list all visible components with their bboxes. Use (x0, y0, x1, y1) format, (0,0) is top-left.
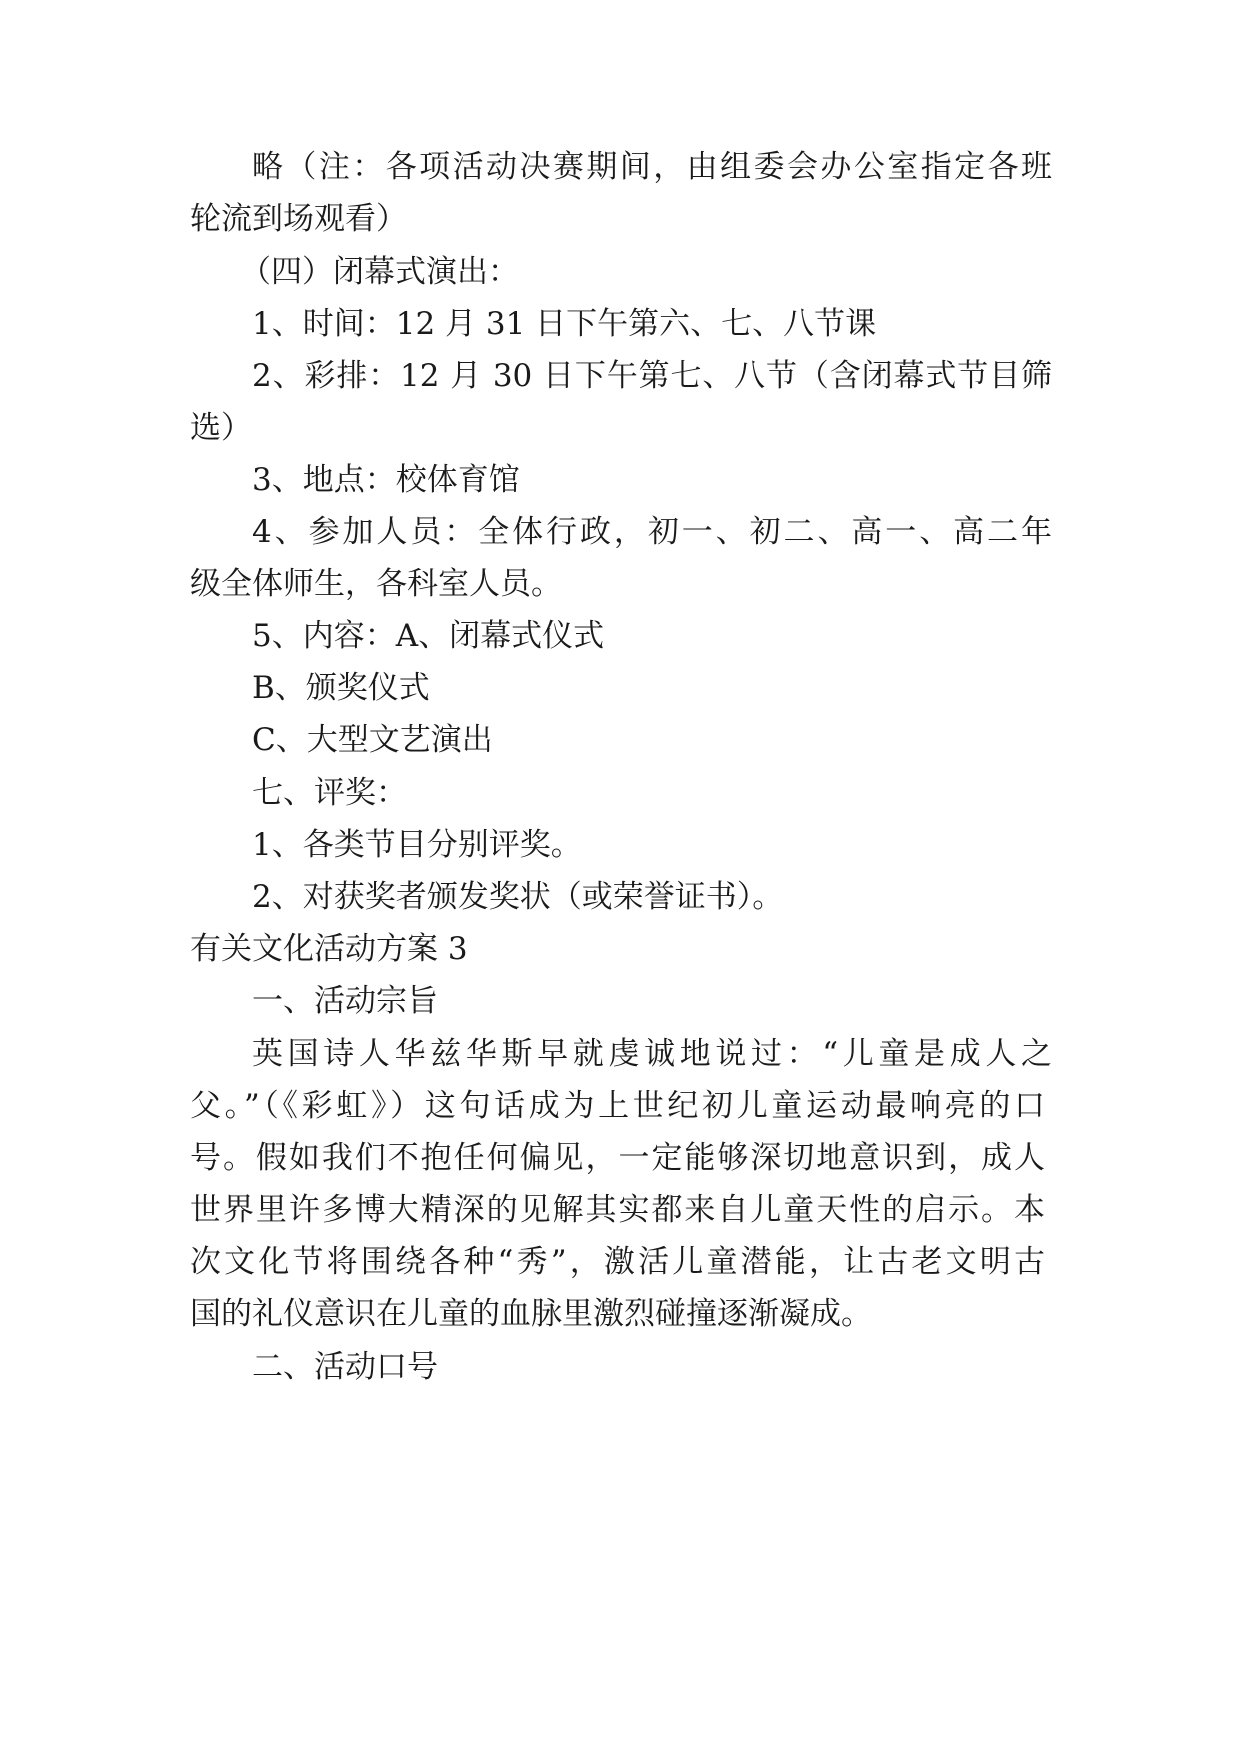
paragraph-line: C、大型文艺演出 (252, 722, 493, 758)
paragraph-line: 轮流到场观看） (190, 201, 407, 237)
paragraph-line: 级全体师生，各科室人员。 (190, 566, 562, 602)
paragraph-line: 1、各类节目分别评奖。 (252, 827, 582, 863)
paragraph-line: 号。假如我们不抱任何偏见，一定能够深切地意识到，成人 (190, 1140, 1045, 1176)
paragraph-line: 3、地点：校体育馆 (252, 462, 520, 498)
paragraph-line: 略（注：各项活动决赛期间，由组委会办公室指定各班 (252, 149, 1052, 185)
paragraph-line: 英国诗人华兹华斯早就虔诚地说过：“儿童是成人之 (252, 1036, 1052, 1072)
section-heading: 七、评奖： (252, 775, 407, 811)
paragraph-line: 次文化节将围绕各种“秀”，激活儿童潜能，让古老文明古 (190, 1244, 1045, 1280)
paragraph-line: 1、时间：12 月 31 日下午第六、七、八节课 (252, 306, 877, 342)
paragraph-line: 2、对获奖者颁发奖状（或荣誉证书）。 (252, 879, 784, 915)
paragraph-line: 5、内容：A、闭幕式仪式 (252, 618, 605, 654)
paragraph-line: 世界里许多博大精深的见解其实都来自儿童天性的启示。本 (190, 1192, 1045, 1228)
section-heading: 一、活动宗旨 (252, 983, 438, 1019)
paragraph-line: 父。”（《彩虹》）这句话成为上世纪初儿童运动最响亮的口 (190, 1088, 1045, 1124)
paragraph-line: 选） (190, 410, 252, 446)
paragraph-line: B、颁奖仪式 (252, 670, 430, 706)
paragraph-line: 4、参加人员：全体行政，初一、初二、高一、高二年 (252, 514, 1052, 550)
paragraph-line: 国的礼仪意识在儿童的血脉里激烈碰撞逐渐凝成。 (190, 1296, 872, 1332)
document-title: 有关文化活动方案 3 (190, 931, 468, 967)
section-heading: 二、活动口号 (252, 1349, 438, 1385)
paragraph-line: 2、彩排：12 月 30 日下午第七、八节（含闭幕式节目筛 (252, 358, 1052, 394)
section-heading: （四）闭幕式演出： (240, 254, 519, 290)
